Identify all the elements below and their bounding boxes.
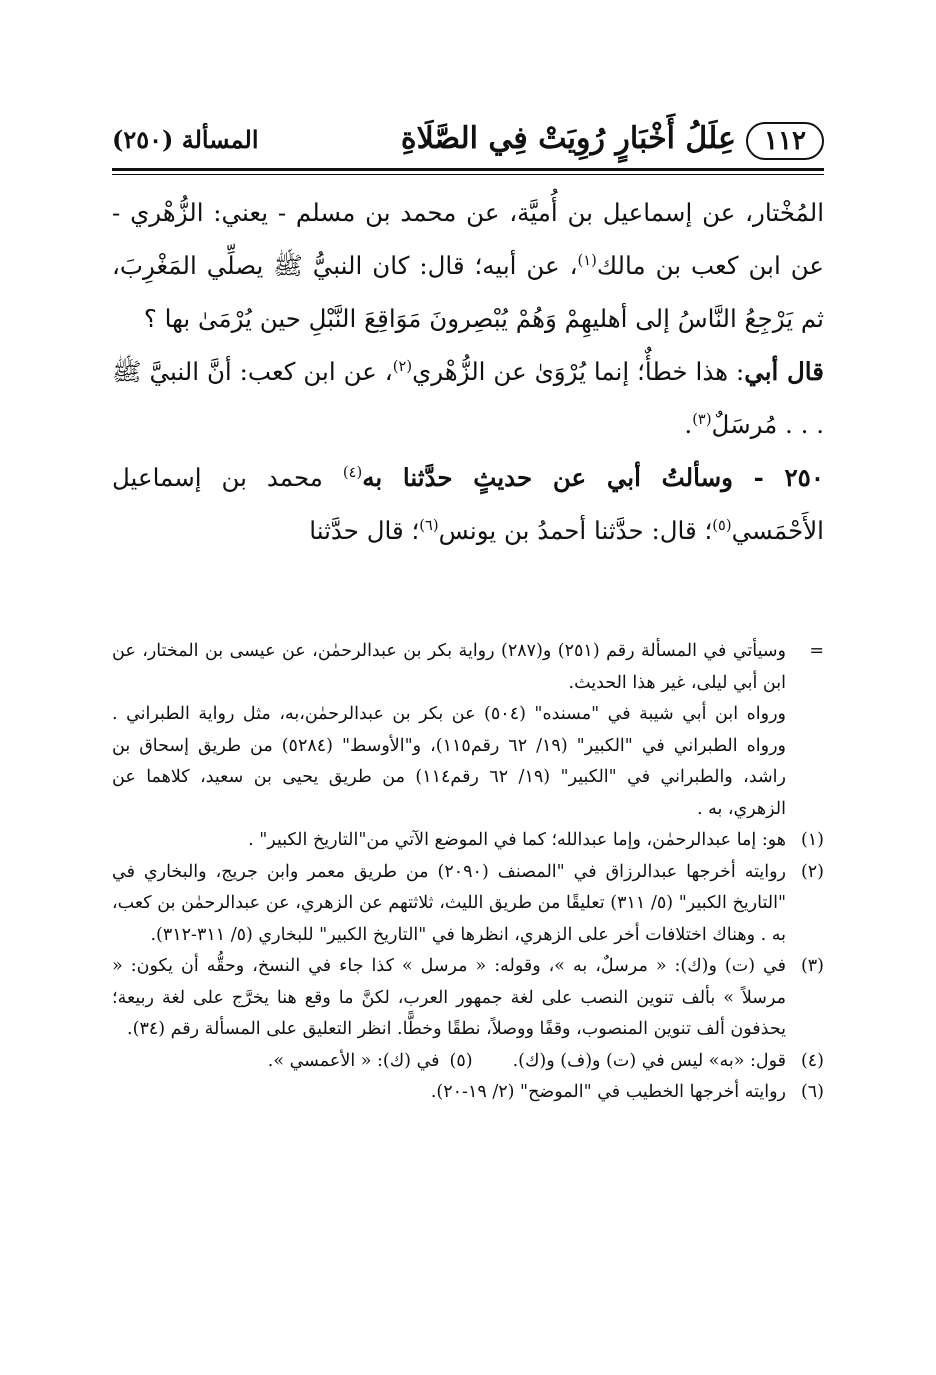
paragraph-2 <box>112 345 824 451</box>
main-text <box>112 186 824 557</box>
text-run: ؛ قال: حدَّثنا أحمدُ بن يونس <box>438 516 713 545</box>
footnote-text: ورواه ابن أبي شيبة في "مسنده" (٥٠٤) عن بكر بن عبدالرحمٰن،به، مثل رواية الطبراني . ورواه الطبراني في "الكبير" (١٩/ ٦٢ رقم١١٥)، و"الأوسط" (٥٢٨٤) من طريق إسحاق بن راشد، والطبراني في "الكبير" (١٩/ ٦٢ رقم١١٤) من طريق يحيى بن سعيد، كلاهما عن الزهري، به . <box>112 704 787 819</box>
paragraph-1 <box>112 186 824 345</box>
footnote-ref-5[interactable]: (٥) <box>712 516 732 534</box>
footnote-marker: (٢) <box>800 861 824 882</box>
footnote-4-5 <box>112 1046 824 1078</box>
footnote-marker: (٤) <box>800 1050 824 1071</box>
footnote-marker: (٣) <box>800 956 824 976</box>
footnote-text: في (ت) و(ك): « مرسلٌ، به »، وقوله: « مرسل » كذا جاء في النسخ، وحقُّه أن يكون: « مرسلاً » بألف تنوين النصب على لغة جمهور العرب، لكنَّ ما وقع هنا يخرَّج على لغة ربيعة؛ يحذفون ألف تنوين المنصوب، وقفًا ووصلاً، نطقًا وخطًّا. انظر التعليق على المسألة رقم (٣٤). <box>112 956 786 1039</box>
issue-heading: ٢٥٠ - وسألتُ أبي عن حديثٍ حدَّثنا به <box>362 463 824 492</box>
footnote-continuation <box>112 636 824 825</box>
header-rule-thin <box>112 174 824 175</box>
speaker-label: قال أبي <box>744 357 824 386</box>
footnote-text: روايته أخرجها الخطيب في "الموضح" (٢/ ١٩-٢٠). <box>430 1082 786 1102</box>
text-run: ، عن ابن كعب: أنَّ النبيَّ ﷺ . . . مُرسَلٌ <box>112 357 824 439</box>
footnote-ref-6[interactable]: (٦) <box>419 516 439 534</box>
footnote-marker: (١) <box>800 830 824 850</box>
footnote-3 <box>112 951 824 1046</box>
continuation-marker: = <box>809 641 824 661</box>
footnote-text: روايته أخرجها عبدالرزاق في "المصنف (٢٠٩٠) من طريق معمر وابن جريج، والبخاري في "التاريخ الكبير" (٥/ ٣١١) تعليقًا من طريق الليث، ثلاثتهم عن الزهري، عن عبدالرحمٰن بن كعب، به . وهناك اختلافات أخر على الزهري، انظرها في "التاريخ الكبير" للبخاري (٥/ ٣١١-٣١٢). <box>112 861 786 945</box>
page-header <box>112 118 824 164</box>
text-run: ، عن أبيه؛ قال: كان النبيُّ ﷺ يصلِّي المَغْرِبَ، ثم يَرْجِعُ النَّاسُ إلى أهليهِمْ وَهُمْ يُبْصِرونَ مَوَاقِعَ النَّبْلِ حين يُرْمَىٰ بها ؟ <box>112 251 824 333</box>
page-number: ١١٢ <box>746 122 824 160</box>
footnote-ref-3[interactable]: (٣) <box>692 410 712 428</box>
footnotes <box>112 636 824 1109</box>
book-title: عِلَلُ أَخْبَارٍ رُوِيَتْ فِي الصَّلَاةِ <box>400 121 736 156</box>
footnote-text: في (ك): « الأعمسي ». <box>267 1050 440 1071</box>
header-rule-thick <box>112 168 824 171</box>
footnote-text: قول: «به» ليس في (ت) و(ف) و(ك). <box>512 1050 786 1071</box>
issue-label: المسألة (٢٥٠) <box>112 125 259 154</box>
footnote-marker: (٦) <box>800 1082 824 1102</box>
footnote-ref-1[interactable]: (١) <box>577 251 597 269</box>
text-run: محمد بن إسماعيل الأَحْمَسي <box>112 463 824 545</box>
footnote-ref-2[interactable]: (٢) <box>392 357 413 375</box>
footnote-text: هو: إما عبدالرحمٰن، وإما عبدالله؛ كما في الموضع الآتي من"التاريخ الكبير" . <box>248 830 786 850</box>
footnote-6 <box>112 1077 824 1109</box>
paragraph-3 <box>112 451 824 557</box>
text-run: : هذا خطأٌ؛ إنما يُرْوَىٰ عن الزُّهْري <box>412 357 745 386</box>
footnote-marker: (٥) <box>449 1050 473 1071</box>
footnote-text: وسيأتي في المسألة رقم (٢٥١) و(٢٨٧) رواية بكر بن عبدالرحمٰن، عن عيسى بن المختار، عن ابن أبي ليلى، غير هذا الحديث. <box>112 641 787 693</box>
text-run: المُخْتار، عن إسماعيل بن أُميَّة، عن محمد بن مسلم - يعني: الزُّهْري - عن ابن كعب بن مالك <box>112 198 824 280</box>
footnote-1 <box>112 825 824 857</box>
footnote-ref-4[interactable]: (٤) <box>342 463 363 481</box>
text-run: . <box>684 410 693 439</box>
footnote-2 <box>112 857 824 952</box>
text-run: ؛ قال حدَّثنا <box>309 516 420 545</box>
